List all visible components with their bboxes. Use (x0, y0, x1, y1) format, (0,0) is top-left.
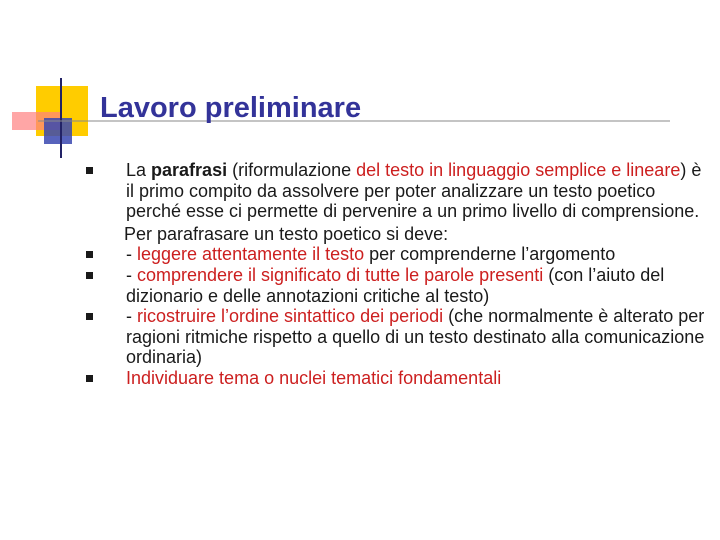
text-segment: per comprenderne l’argomento (364, 244, 616, 265)
bullet-marker (86, 251, 93, 258)
item-text (126, 306, 704, 367)
slide-title: Lavoro preliminare (100, 92, 362, 124)
decor-blue-square (44, 118, 72, 144)
paragraph-continuation (86, 224, 706, 245)
text-segment-bold: parafrasi (151, 160, 228, 180)
text-segment: La (126, 160, 152, 180)
bullet-marker (86, 272, 93, 279)
bullet-item-leggere (86, 244, 706, 265)
item-text (126, 265, 664, 306)
bullet-marker (86, 313, 93, 320)
text-segment-highlight: Individuare tema o nuclei tematici fondamentali (126, 367, 502, 388)
text-segment: - (126, 244, 137, 265)
text-segment-highlight: ricostruire l’ordine sintattico dei periodi (137, 306, 444, 327)
text-segment: - (126, 306, 137, 327)
item-text (126, 244, 615, 264)
bullet-marker (86, 167, 93, 174)
text-segment-highlight: del testo in linguaggio semplice e lineare (356, 160, 681, 180)
text-segment: (che normalmente è alterato per ragioni ritmiche rispetto a quello di un testo destinato alla comunicazione ordinaria) (126, 306, 705, 368)
bullet-list (86, 160, 706, 389)
text-segment: - (126, 264, 137, 285)
item-text (126, 160, 701, 221)
text-segment: (riformulazione (227, 160, 357, 180)
bullet-marker (86, 375, 93, 382)
text-segment: (con l’aiuto del dizionario e delle annotazioni critiche al testo) (126, 264, 665, 306)
text-segment-highlight: leggere attentamente il testo (137, 244, 365, 265)
text-segment-highlight: comprendere il significato di tutte le parole presenti (137, 264, 544, 285)
bullet-item-ricostruire (86, 306, 706, 368)
item-text: Per parafrasare un testo poetico si deve: (124, 223, 449, 244)
bullet-item-parafrasi (86, 160, 706, 222)
bullet-item-comprendere (86, 265, 706, 306)
text-segment: ) è il primo compito da assolvere per poter analizzare un testo poetico perché esse ci permette di pervenire a un primo livello di comprensione. (126, 160, 702, 222)
bullet-item-individuare (86, 368, 706, 389)
item-text (126, 368, 501, 388)
